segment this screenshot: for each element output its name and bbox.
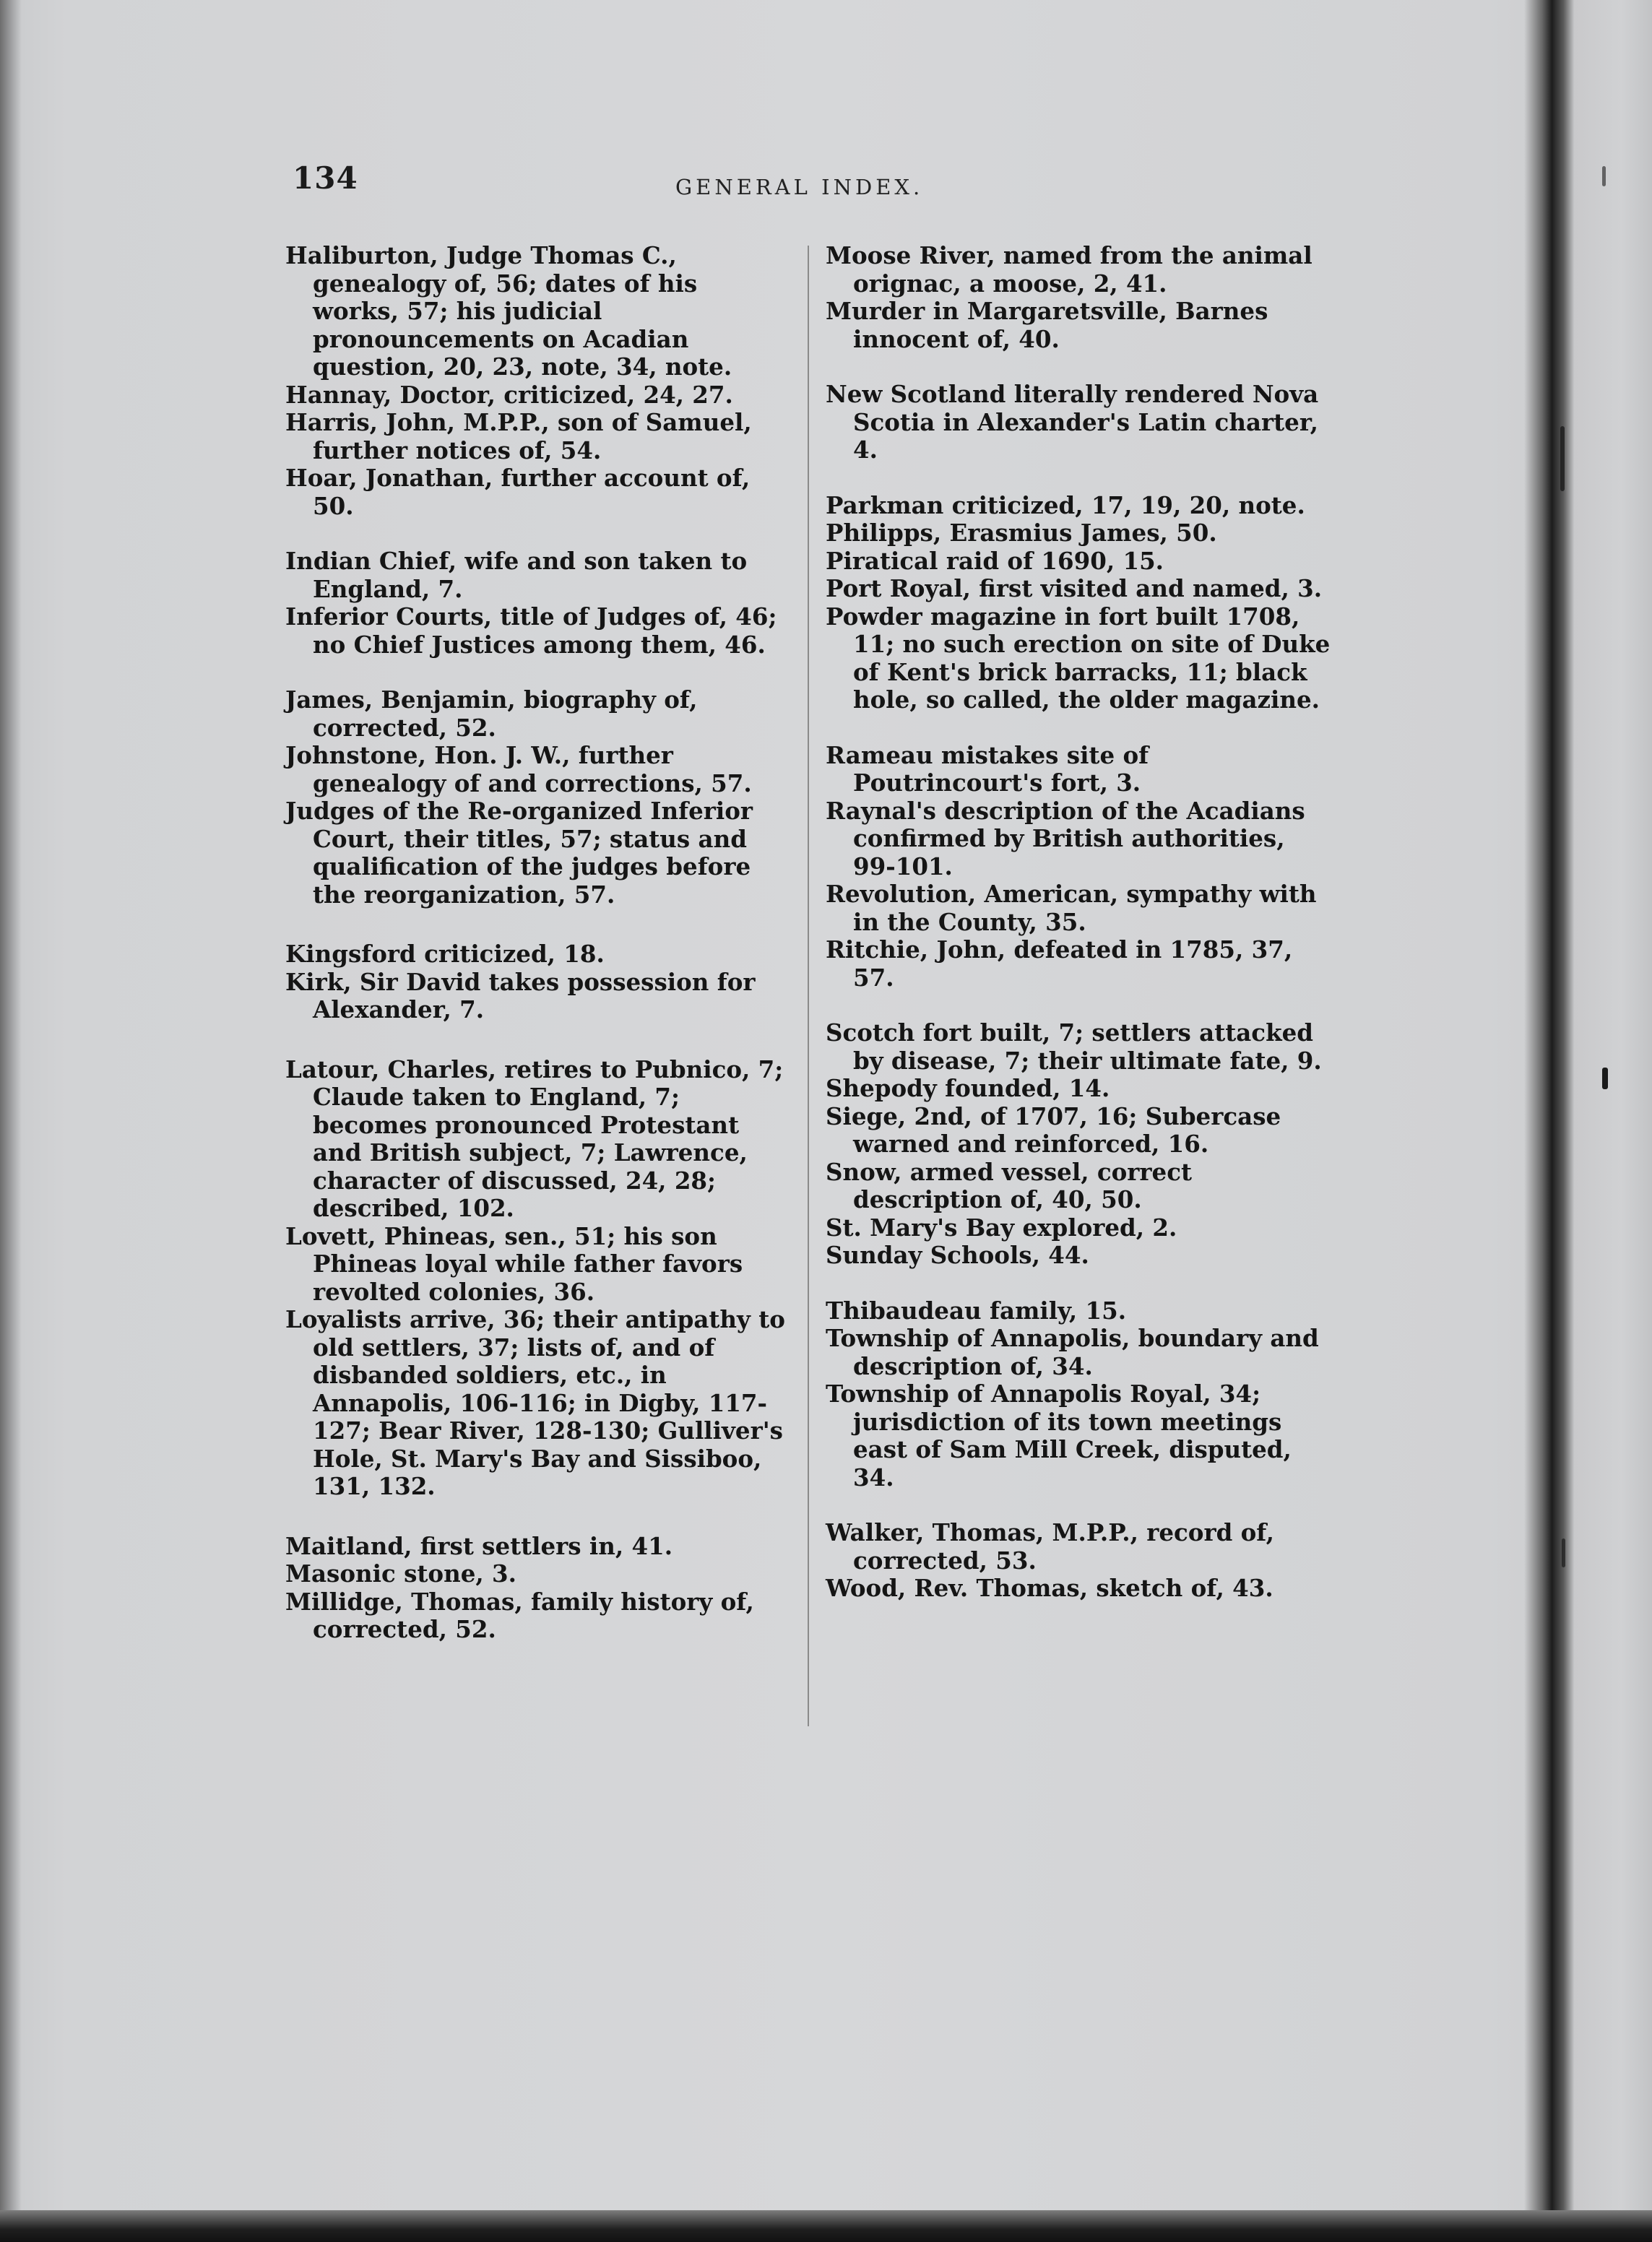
index-entry: Powder magazine in fort built 1708, 11; no such erection on site of Duke of Kent's brick barracks, 11; black hole, so called, the older magazine. — [826, 602, 1331, 714]
index-entry: Hannay, Doctor, criticized, 24, 27. — [285, 380, 733, 409]
index-entry: Loyalists arrive, 36; their antipathy to old settlers, 37; lists of, and of disbanded soldiers, etc., in Annapolis, 106-116; in Digby, 117-127; Bear River, 128-130; Gulliver's Hole, St. Mary's Bay and Sissiboo, 131, 132. — [285, 1305, 785, 1500]
column-divider — [808, 246, 809, 1726]
index-entry: Township of Annapolis, boundary and description of, 34. — [826, 1324, 1319, 1380]
index-entry: Philipps, Erasmius James, 50. — [826, 519, 1217, 547]
index-entry: Snow, armed vessel, correct description of, 40, 50. — [826, 1157, 1193, 1213]
index-group-i — [285, 547, 791, 659]
index-entry: Maitland, first settlers in, 41. — [285, 1531, 673, 1560]
index-column-left — [285, 242, 791, 1671]
index-entry: Inferior Courts, title of Judges of, 46; no Chief Justices among them, 46. — [285, 602, 777, 659]
index-entry: Raynal's description of the Acadians confirmed by British authorities, 99-101. — [826, 796, 1305, 880]
index-group-r — [826, 742, 1331, 992]
index-group-m-cont — [826, 242, 1331, 353]
index-entry: St. Mary's Bay explored, 2. — [826, 1213, 1177, 1242]
index-entry: Masonic stone, 3. — [285, 1559, 516, 1588]
index-entry: Latour, Charles, retires to Pubnico, 7; Claude taken to England, 7; becomes pronounced Protestant and British subject, 7; Lawrence, character of discussed, 24, 28; described, 102. — [285, 1055, 784, 1222]
index-entry: Piratical raid of 1690, 15. — [826, 546, 1164, 575]
index-entry: Lovett, Phineas, sen., 51; his son Phineas loyal while father favors revolted colonies, 36. — [285, 1221, 743, 1306]
index-group-h — [285, 242, 791, 520]
scan-speck — [1602, 166, 1606, 186]
scan-speck — [1560, 426, 1565, 491]
page-number: 134 — [293, 160, 358, 196]
index-group-k — [285, 940, 791, 1024]
index-entry: Judges of the Re-organized Inferior Court, their titles, 57; status and qualification of the judges before the reorganization, 57. — [285, 797, 753, 909]
index-group-p — [826, 492, 1331, 714]
index-entry: Revolution, American, sympathy with in the County, 35. — [826, 880, 1317, 936]
index-entry: Murder in Margaretsville, Barnes innocent of, 40. — [826, 297, 1268, 353]
facing-page-edge — [1575, 0, 1652, 2242]
index-entry: Walker, Thomas, M.P.P., record of, corrected, 53. — [826, 1518, 1274, 1575]
index-entry: Township of Annapolis Royal, 34; jurisdiction of its town meetings east of Sam Mill Creek, disputed, 34. — [826, 1380, 1292, 1492]
index-group-j — [285, 686, 791, 909]
index-entry: Rameau mistakes site of Poutrincourt's fort, 3. — [826, 740, 1149, 797]
index-group-n — [826, 381, 1331, 464]
index-entry: Wood, Rev. Thomas, sketch of, 43. — [826, 1574, 1273, 1602]
index-entry: Millidge, Thomas, family history of, corrected, 52. — [285, 1587, 754, 1643]
index-column-right — [826, 242, 1331, 1630]
scan-speck — [1602, 1068, 1608, 1089]
index-entry: New Scotland literally rendered Nova Scotia in Alexander's Latin charter, 4. — [826, 380, 1319, 464]
running-head: GENERAL INDEX. — [675, 175, 924, 199]
index-entry: Kingsford criticized, 18. — [285, 940, 605, 968]
index-entry: Johnstone, Hon. J. W., further genealogy of and corrections, 57. — [285, 741, 752, 797]
scan-bottom-edge — [0, 2210, 1652, 2242]
index-entry: Sunday Schools, 44. — [826, 1241, 1089, 1269]
index-entry: Haliburton, Judge Thomas C., genealogy of, 56; dates of his works, 57; his judicial pronouncements on Acadian question, 20, 23, note, 34, note. — [285, 241, 732, 381]
index-group-l — [285, 1056, 791, 1501]
index-entry: James, Benjamin, biography of, corrected, 52. — [285, 685, 698, 742]
index-entry: Ritchie, John, defeated in 1785, 37, 57. — [826, 935, 1293, 992]
index-entry: Moose River, named from the animal orignac, a moose, 2, 41. — [826, 241, 1312, 298]
index-entry: Port Royal, first visited and named, 3. — [826, 574, 1323, 602]
index-group-t — [826, 1297, 1331, 1492]
index-entry: Scotch fort built, 7; settlers attacked by disease, 7; their ultimate fate, 9. — [826, 1018, 1322, 1075]
index-group-s — [826, 1019, 1331, 1270]
index-entry: Harris, John, M.P.P., son of Samuel, further notices of, 54. — [285, 408, 752, 464]
index-group-m — [285, 1533, 791, 1644]
binding-gutter-shadow — [1524, 0, 1575, 2242]
index-entry: Thibaudeau family, 15. — [826, 1296, 1127, 1325]
index-entry: Shepody founded, 14. — [826, 1074, 1110, 1102]
index-entry: Parkman criticized, 17, 19, 20, note. — [826, 490, 1305, 519]
index-entry: Siege, 2nd, of 1707, 16; Subercase warned and reinforced, 16. — [826, 1101, 1281, 1158]
index-entry: Indian Chief, wife and son taken to England, 7. — [285, 547, 748, 603]
index-entry: Kirk, Sir David takes possession for Alexander, 7. — [285, 967, 756, 1023]
scan-speck — [1562, 1538, 1565, 1567]
index-entry: Hoar, Jonathan, further account of, 50. — [285, 464, 751, 520]
index-group-w — [826, 1519, 1331, 1603]
page-left-edge — [0, 0, 22, 2242]
